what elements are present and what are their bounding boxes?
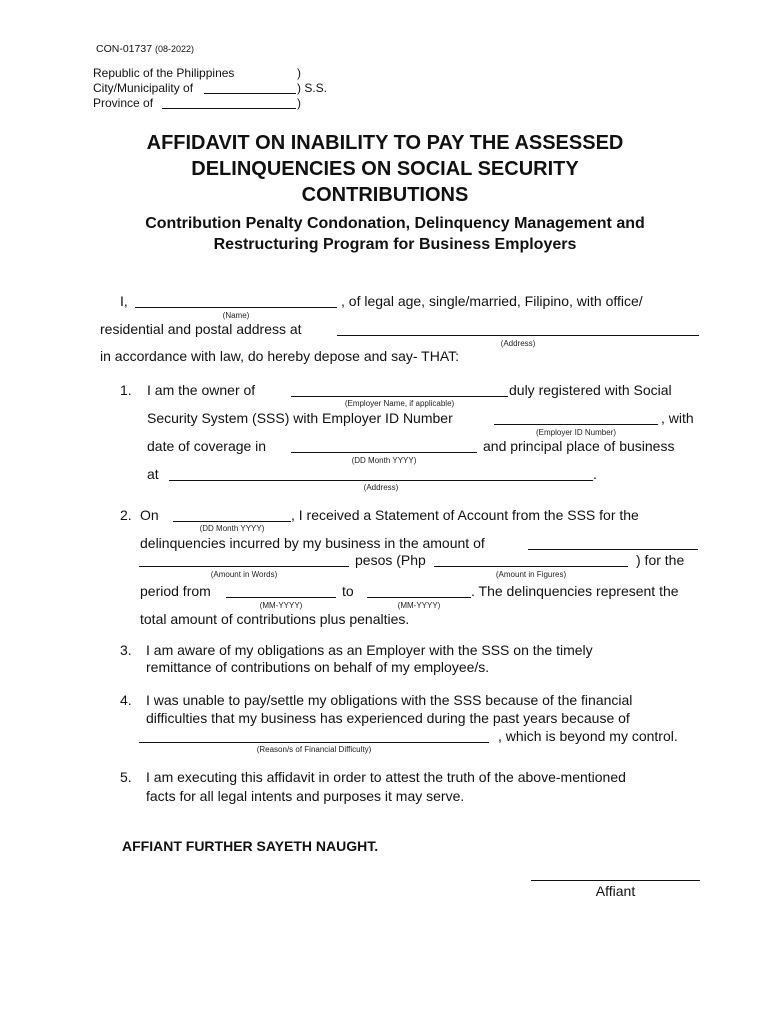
amount-figures-caption: (Amount in Figures)	[495, 570, 567, 579]
period-from-blank[interactable]	[226, 597, 336, 598]
item2-represent: . The delinquencies represent the	[471, 583, 679, 599]
address-caption: (Address)	[500, 339, 536, 348]
form-revision: (08-2022)	[154, 44, 194, 54]
item1-coverage: date of coverage in	[147, 438, 267, 454]
soa-date-blank[interactable]	[173, 521, 291, 522]
item4-number: 4.	[120, 692, 132, 708]
soa-date-caption: (DD Month YYYY)	[199, 524, 265, 533]
venue-ss: ) S.S.	[297, 81, 328, 95]
item1-owner: I am the owner of	[147, 382, 256, 398]
affiant-signature-line[interactable]	[531, 880, 700, 881]
item4-line-1: I was unable to pay/settle my obligations with the SSS because of the financial	[146, 692, 633, 708]
venue-republic: Republic of the Philippines	[93, 66, 235, 80]
employer-id-caption: (Employer ID Number)	[535, 428, 616, 437]
intro-depose: in accordance with law, do hereby depose and say- THAT:	[100, 348, 460, 364]
business-address-blank[interactable]	[169, 480, 593, 481]
item2-to: to	[342, 583, 354, 599]
period-from-caption: (MM-YYYY)	[259, 601, 303, 610]
subtitle-line-1: Contribution Penalty Condonation, Delinquency Management and	[145, 215, 645, 232]
item5-line-1: I am executing this affidavit in order to attest the truth of the above-mentioned	[146, 769, 626, 785]
item3-line-2: remittance of contributions on behalf of my employee/s.	[146, 659, 490, 675]
item2-on: On	[140, 507, 159, 523]
item1-period: .	[593, 466, 597, 482]
amount-words-caption: (Amount in Words)	[210, 570, 278, 579]
address-blank[interactable]	[337, 335, 699, 336]
affiant-label: Affiant	[595, 883, 636, 899]
item2-pesos: pesos (Php	[355, 552, 426, 568]
period-to-blank[interactable]	[367, 597, 471, 598]
item5-number: 5.	[120, 769, 132, 785]
business-address-caption: (Address)	[363, 483, 399, 492]
form-code-number: CON-01737	[96, 43, 153, 55]
item2-delinquencies: delinquencies incurred by my business in the amount of	[140, 535, 485, 551]
venue-city-label: City/Municipality of	[93, 81, 194, 95]
name-caption: (Name)	[222, 311, 250, 320]
item2-received: , I received a Statement of Account from the SSS for the	[291, 507, 639, 523]
item3-number: 3.	[120, 642, 132, 658]
item2-total: total amount of contributions plus penalties.	[140, 611, 410, 627]
item2-period-from: period from	[140, 583, 211, 599]
item2-number: 2.	[120, 507, 132, 523]
venue-paren-1: )	[297, 66, 301, 80]
intro-i: I,	[120, 293, 128, 309]
venue-province-label: Province of	[93, 96, 154, 110]
item1-registered: duly registered with Social	[509, 382, 672, 398]
name-blank[interactable]	[135, 307, 337, 308]
item3-line-1: I am aware of my obligations as an Employer with the SSS on the timely	[146, 642, 593, 658]
item5-line-2: facts for all legal intents and purposes it may serve.	[146, 788, 465, 804]
reason-caption: (Reason/s of Financial Difficulty)	[256, 745, 372, 754]
item4-beyond: , which is beyond my control.	[498, 728, 678, 744]
item1-principal: and principal place of business	[483, 438, 675, 454]
form-code	[96, 43, 194, 55]
subtitle-line-2: Restructuring Program for Business Employers	[213, 236, 577, 253]
amount-blank-tail[interactable]	[528, 549, 698, 550]
intro-address-label: residential and postal address at	[100, 321, 302, 337]
item1-number: 1.	[120, 382, 132, 398]
title-line-3: CONTRIBUTIONS	[301, 184, 469, 206]
title-line-1: AFFIDAVIT ON INABILITY TO PAY THE ASSESSED	[146, 132, 624, 154]
employer-id-blank[interactable]	[494, 424, 658, 425]
amount-figures-blank[interactable]	[434, 566, 628, 567]
amount-words-blank[interactable]	[139, 566, 349, 567]
item1-comma-with: , with	[661, 410, 694, 426]
province-blank[interactable]	[162, 108, 296, 109]
city-blank[interactable]	[204, 93, 296, 94]
intro-after-name: , of legal age, single/married, Filipino, with office/	[341, 293, 643, 309]
employer-name-caption: (Employer Name, if applicable)	[344, 399, 455, 408]
coverage-date-caption: (DD Month YYYY)	[351, 456, 417, 465]
period-to-caption: (MM-YYYY)	[397, 601, 441, 610]
coverage-date-blank[interactable]	[291, 452, 477, 453]
further-sayeth-naught: AFFIANT FURTHER SAYETH NAUGHT.	[122, 838, 379, 854]
employer-name-blank[interactable]	[291, 396, 508, 397]
item1-sss: Security System (SSS) with Employer ID Number	[147, 410, 453, 426]
item4-line-2: difficulties that my business has experienced during the past years because of	[146, 710, 630, 726]
venue-paren-2: )	[297, 96, 301, 110]
item1-at: at	[147, 466, 159, 482]
title-line-2: DELINQUENCIES ON SOCIAL SECURITY	[191, 158, 579, 180]
reason-blank[interactable]	[139, 742, 489, 743]
item2-for-the: ) for the	[636, 552, 685, 568]
